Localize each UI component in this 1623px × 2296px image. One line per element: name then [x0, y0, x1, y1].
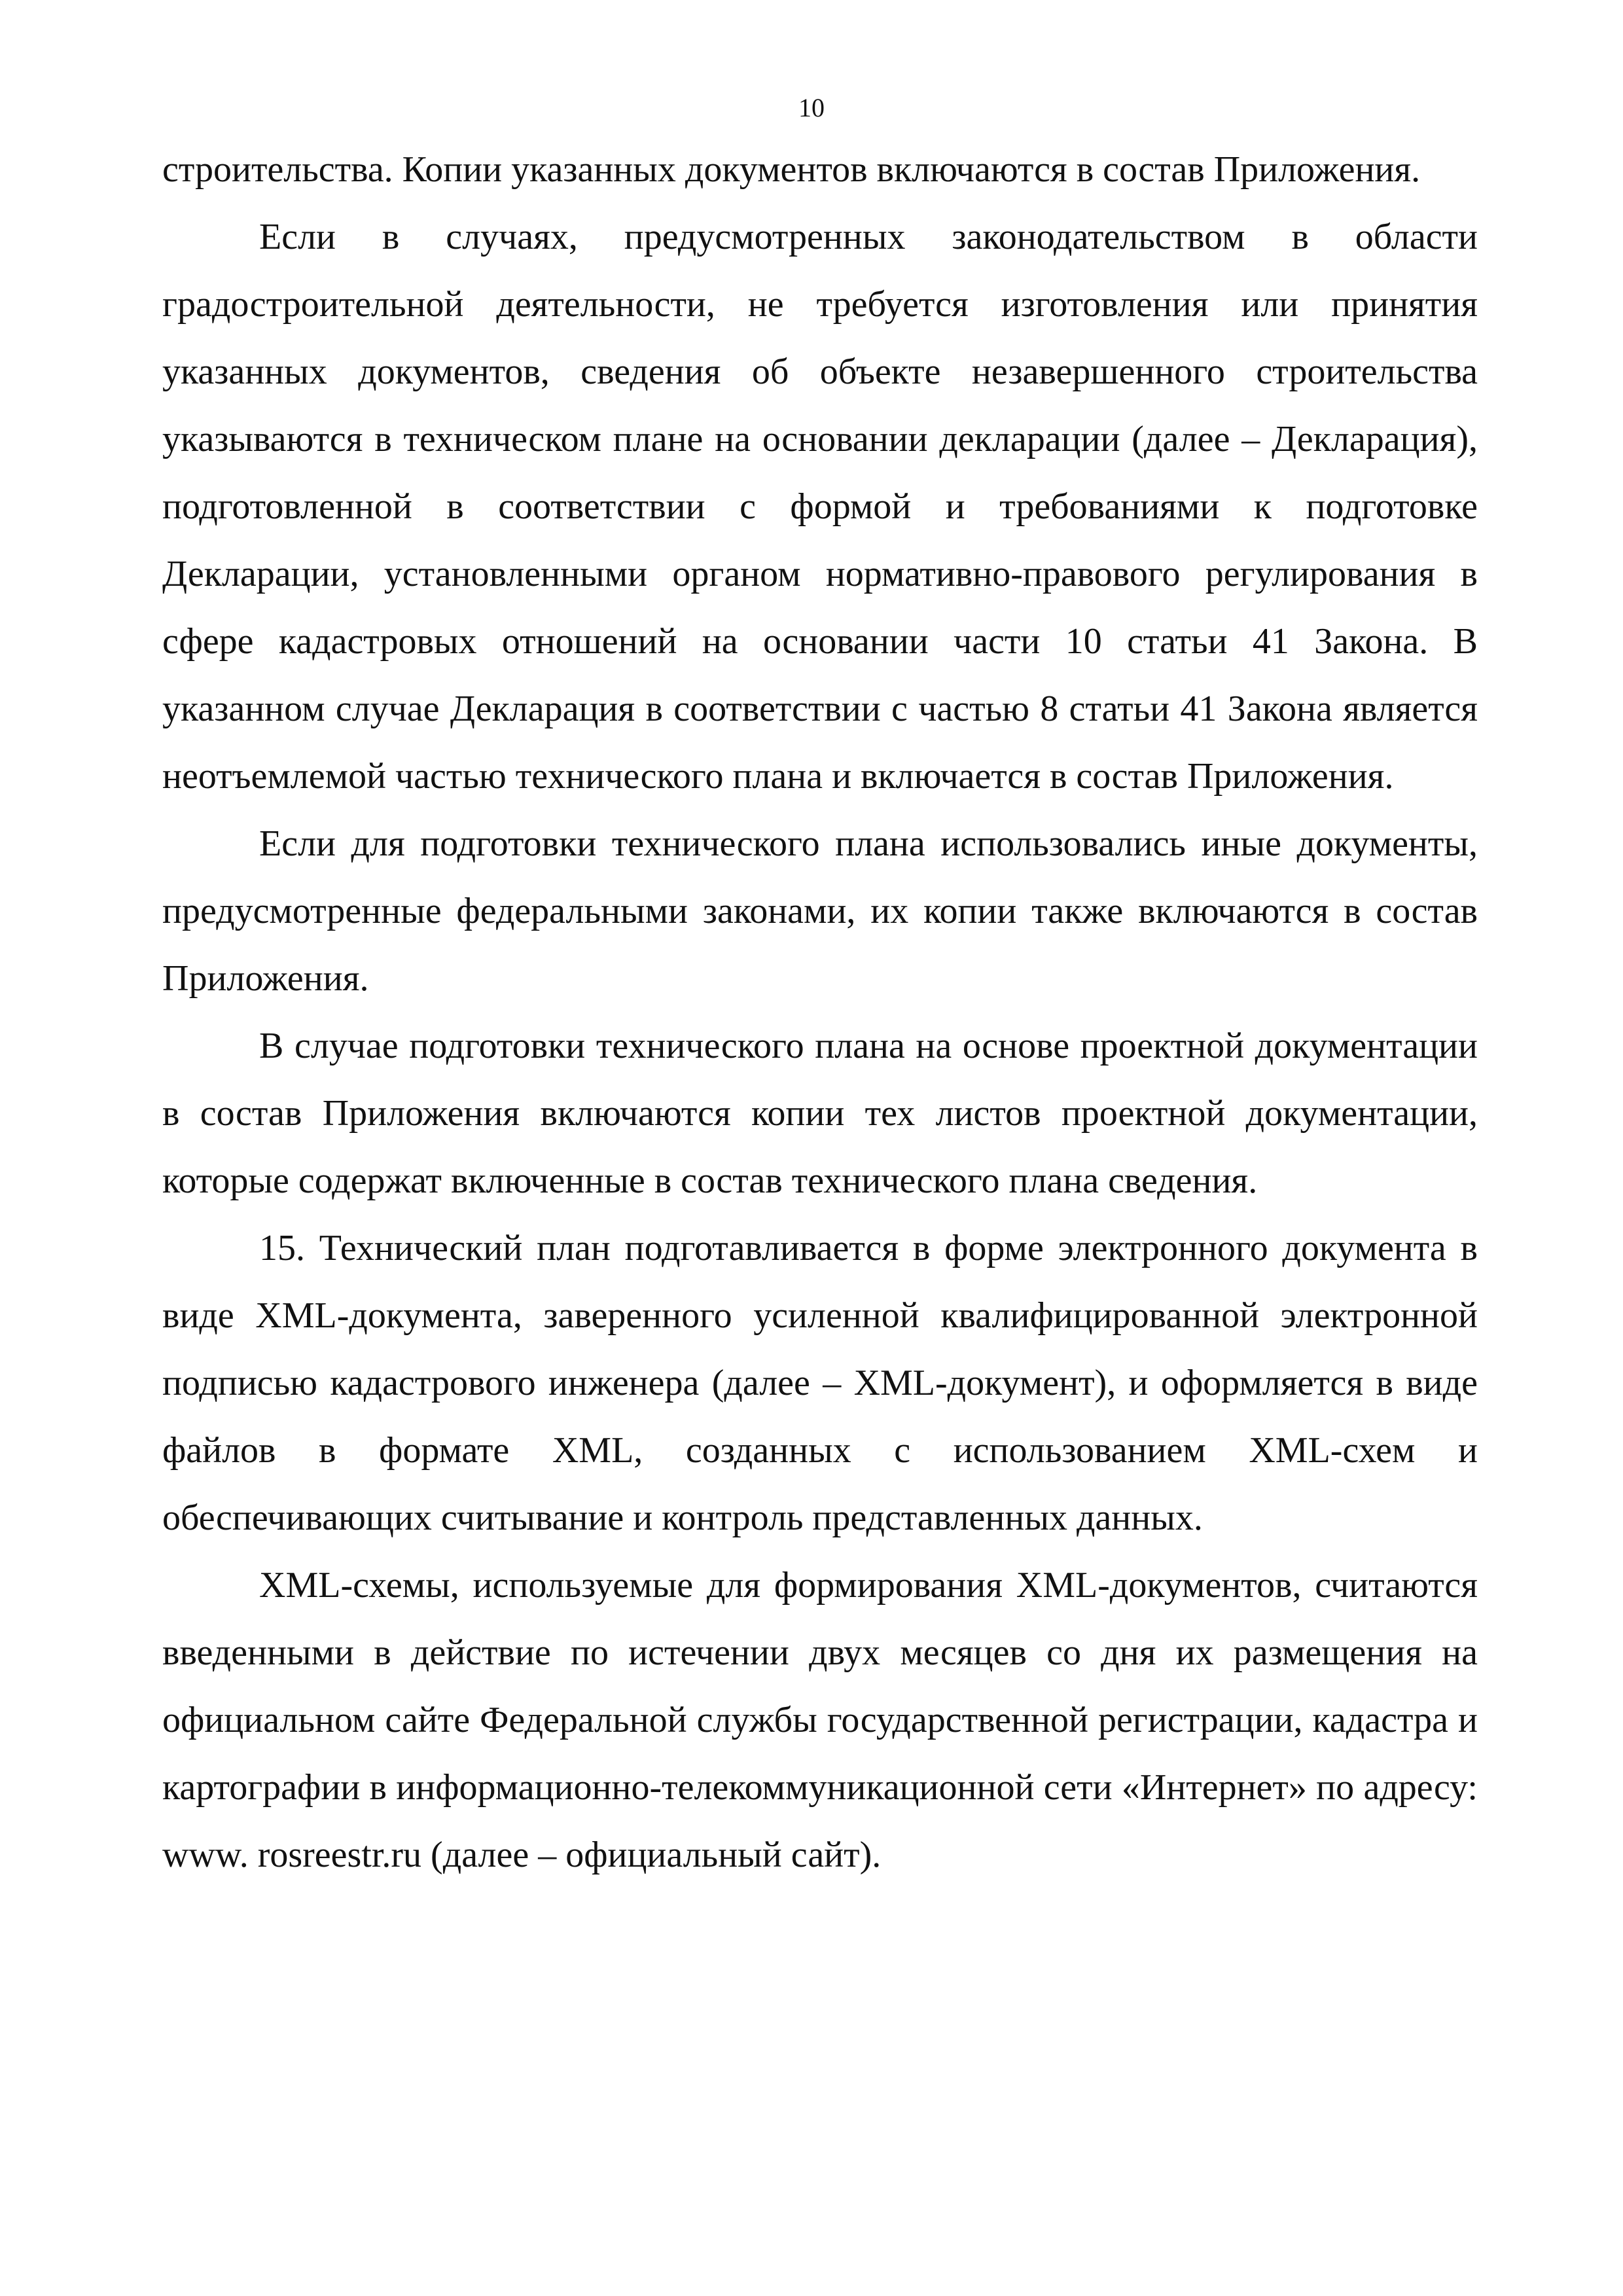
document-body [162, 136, 1478, 1889]
paragraph-declaration: Если в случаях, предусмотренных законодательством в области градостроительной деятельности, не требуется изготовления или принятия указанных документов, сведения об объекте незавершенного строительства указываются в техническом плане на основании декларации (далее – Декларация), подготовленной в соответствии с формой и требованиями к подготовке Декларации, установленными органом нормативно-правового регулирования в сфере кадастровых отношений на основании части 10 статьи 41 Закона. В указанном случае Декларация в соответствии с частью 8 статьи 41 Закона является неотъемлемой частью технического плана и включается в состав Приложения. [162, 217, 1478, 797]
paragraph-item-15: 15. Технический план подготавливается в форме электронного документа в виде XML-документа, заверенного усиленной квалифицированной электронной подписью кадастрового инженера (далее – XML-документ), и оформляется в виде файлов в формате XML, созданных с использованием XML-схем и обеспечивающих считывание и контроль представленных данных. [162, 1228, 1478, 1538]
page-number: 10 [798, 93, 825, 122]
paragraph-continuation: строительства. Копии указанных документов включаются в состав Приложения. [162, 149, 1421, 190]
paragraph-project-documentation: В случае подготовки технического плана на основе проектной документации в состав Приложения включаются копии тех листов проектной документации, которые содержат включенные в состав технического плана сведения. [162, 1026, 1478, 1201]
paragraph-xml-schemas: XML-схемы, используемые для формирования XML-документов, считаются введенными в действие по истечении двух месяцев со дня их размещения на официальном сайте Федеральной службы государственной регистрации, кадастра и картографии в информационно-телекоммуникационной сети «Интернет» по адресу: www. rosreestr.ru (далее – официальный сайт). [162, 1565, 1478, 1875]
paragraph-other-documents: Если для подготовки технического плана использовались иные документы, предусмотренные федеральными законами, их копии также включаются в состав Приложения. [162, 823, 1478, 999]
